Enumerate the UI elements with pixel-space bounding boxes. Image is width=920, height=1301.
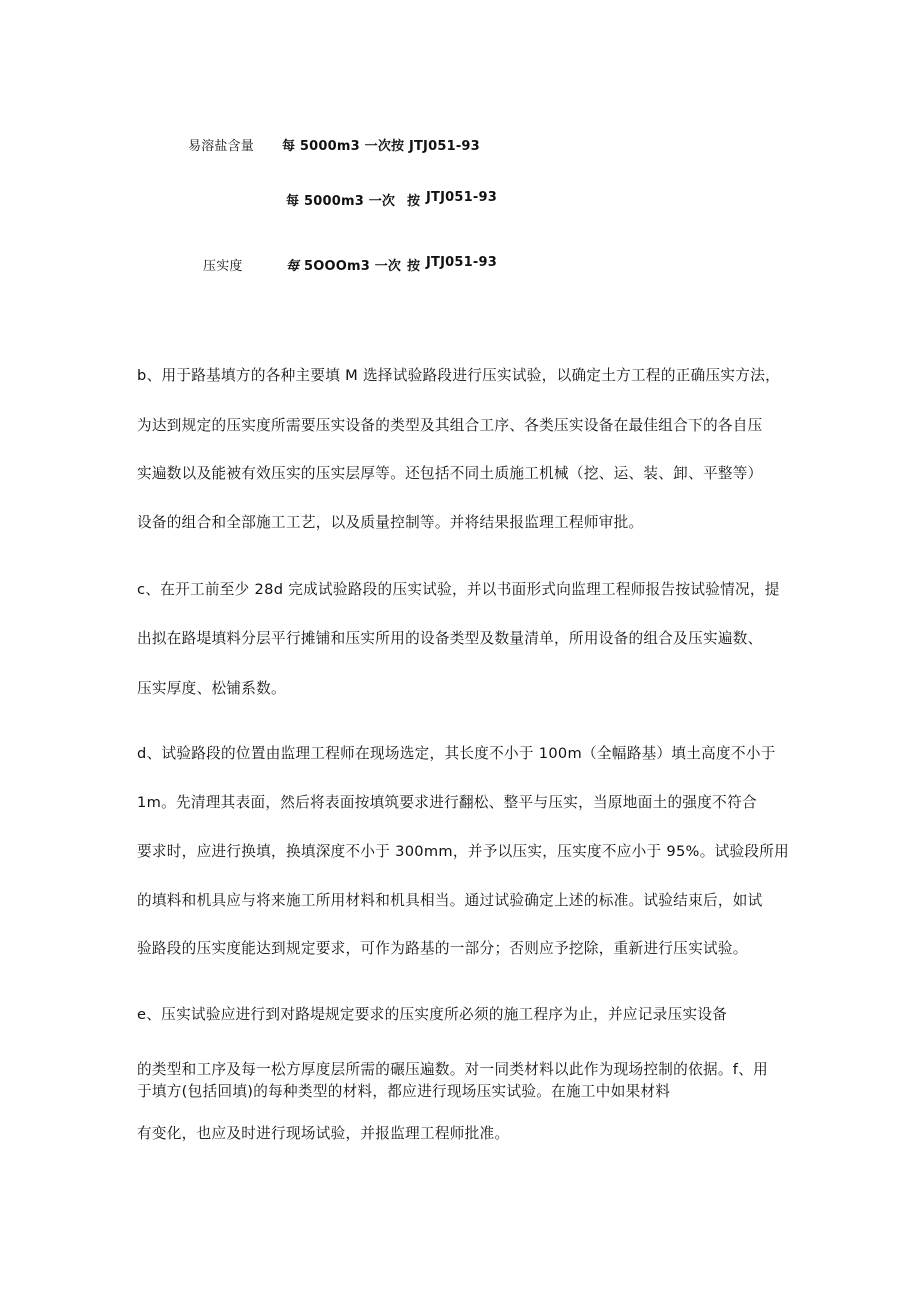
paragraph-d-line-2: 1m。先清理其表面，然后将表面按填筑要求进行翻松、整平与压实，当原地面土的强度不符合 <box>137 794 757 811</box>
row2-by: 按 <box>407 194 421 209</box>
paragraph-e-line-2: 的类型和工序及每一松方厚度层所需的碾压遍数。对一同类材料以此作为现场控制的依据。f、用 <box>137 1061 768 1078</box>
row3-by: 按 <box>407 259 421 274</box>
row3-frequency: 每 <box>286 259 300 274</box>
row2-frequency: 每 <box>286 194 300 209</box>
row1-label: 易溶盐含量 <box>188 139 255 154</box>
paragraph-e-line-4: 有变化，也应及时进行现场试验，并报监理工程师批准。 <box>137 1125 510 1142</box>
row1-frequency: 每 5000m3 一次按 JTJ051-93 <box>282 139 480 154</box>
paragraph-b-line-3: 实遍数以及能被有效压实的压实层厚等。还包括不同土质施工机械（挖、运、装、卸、平整等） <box>137 465 763 482</box>
row2-standard: JTJ051-93 <box>426 190 497 205</box>
row3-standard: JTJ051-93 <box>426 255 497 270</box>
row2-frequency-value: 5000m3 一次 <box>304 194 396 209</box>
paragraph-e-line-1: e、压实试验应进行到对路堤规定要求的压实度所必须的施工程序为止，并应记录压实设备 <box>137 1006 728 1023</box>
paragraph-b-line-1: b、用于路基填方的各种主要填 M 选择试验路段进行压实试验，以确定土方工程的正确压实方法， <box>137 367 780 384</box>
paragraph-c-line-1: c、在开工前至少 28d 完成试验路段的压实试验，并以书面形式向监理工程师报告按试验情况，提 <box>137 581 780 598</box>
paragraph-b-line-2: 为达到规定的压实度所需要压实设备的类型及其组合工序、各类压实设备在最佳组合下的各自压 <box>137 417 763 434</box>
paragraph-e-line-3: 于填方(包括回填)的每种类型的材料，都应进行现场压实试验。在施工中如果材料 <box>137 1083 671 1100</box>
paragraph-d-line-1: d、试验路段的位置由监理工程师在现场选定，其长度不小于 100m（全幅路基）填土高度不小于 <box>137 745 776 762</box>
paragraph-c-line-2: 出拟在路堤填料分层平行摊铺和压实所用的设备类型及数量清单，所用设备的组合及压实遍数、 <box>137 630 763 647</box>
paragraph-b-line-4: 设备的组合和全部施工工艺，以及质量控制等。并将结果报监理工程师审批。 <box>137 514 644 531</box>
row3-label: 压实度 <box>203 259 243 274</box>
paragraph-d-line-4: 的填料和机具应与将来施工所用材料和机具相当。通过试验确定上述的标准。试验结束后，如试 <box>137 892 763 909</box>
paragraph-d-line-3: 要求时，应进行换填，换填深度不小于 300mm，并予以压实，压实度不应小于 95%。试验段所用 <box>137 843 790 860</box>
paragraph-d-line-5: 验路段的压实度能达到规定要求，可作为路基的一部分；否则应予挖除，重新进行压实试验。 <box>137 940 748 957</box>
paragraph-c-line-3: 压实厚度、松铺系数。 <box>137 680 286 697</box>
row3-frequency-value: 5OOOm3 一次 <box>304 259 402 274</box>
